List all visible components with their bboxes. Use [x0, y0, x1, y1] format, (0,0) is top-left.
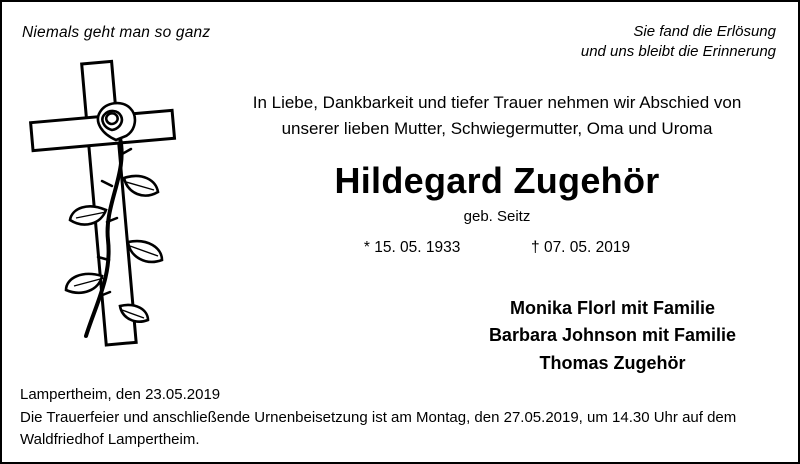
list-item: Monika Florl mit Familie — [509, 298, 715, 318]
birth-date: * 15. 05. 1933 — [363, 238, 461, 256]
main-text-block — [207, 90, 787, 257]
list-item: Thomas Zugehör — [539, 352, 686, 373]
life-dates — [207, 239, 787, 257]
service-line-1: Die Trauerfeier und anschließende Urnenbeisetzung ist am Montag, den 27.05.2019, um 14.30 Uhr auf dem — [20, 409, 737, 427]
quote-right-line-1: Sie fand die Erlösung — [633, 23, 776, 40]
death-date: † 07. 05. 2019 — [531, 238, 631, 256]
intro-line-1: In Liebe, Dankbarkeit und tiefer Trauer nehmen wir Abschied von — [252, 93, 742, 112]
quote-left: Niemals geht man so ganz — [22, 24, 211, 41]
maiden-name: geb. Seitz — [463, 207, 531, 225]
list-item: Barbara Johnson mit Familie — [488, 325, 736, 346]
intro-line-2: unserer lieben Mutter, Schwiegermutter, Oma und Uroma — [281, 118, 713, 138]
intro-text — [207, 90, 787, 142]
place-and-date: Lampertheim, den 23.05.2019 — [20, 386, 221, 404]
cross-with-rose-icon — [16, 54, 206, 354]
quote-right-line-2: und uns bleibt die Erinnerung — [580, 43, 776, 61]
service-line-2: Waldfriedhof Lampertheim. — [20, 430, 200, 448]
footer-block — [20, 384, 736, 450]
survivors-list — [489, 295, 736, 377]
quote-right — [581, 22, 776, 63]
deceased-name: Hildegard Zugehör — [334, 159, 660, 201]
